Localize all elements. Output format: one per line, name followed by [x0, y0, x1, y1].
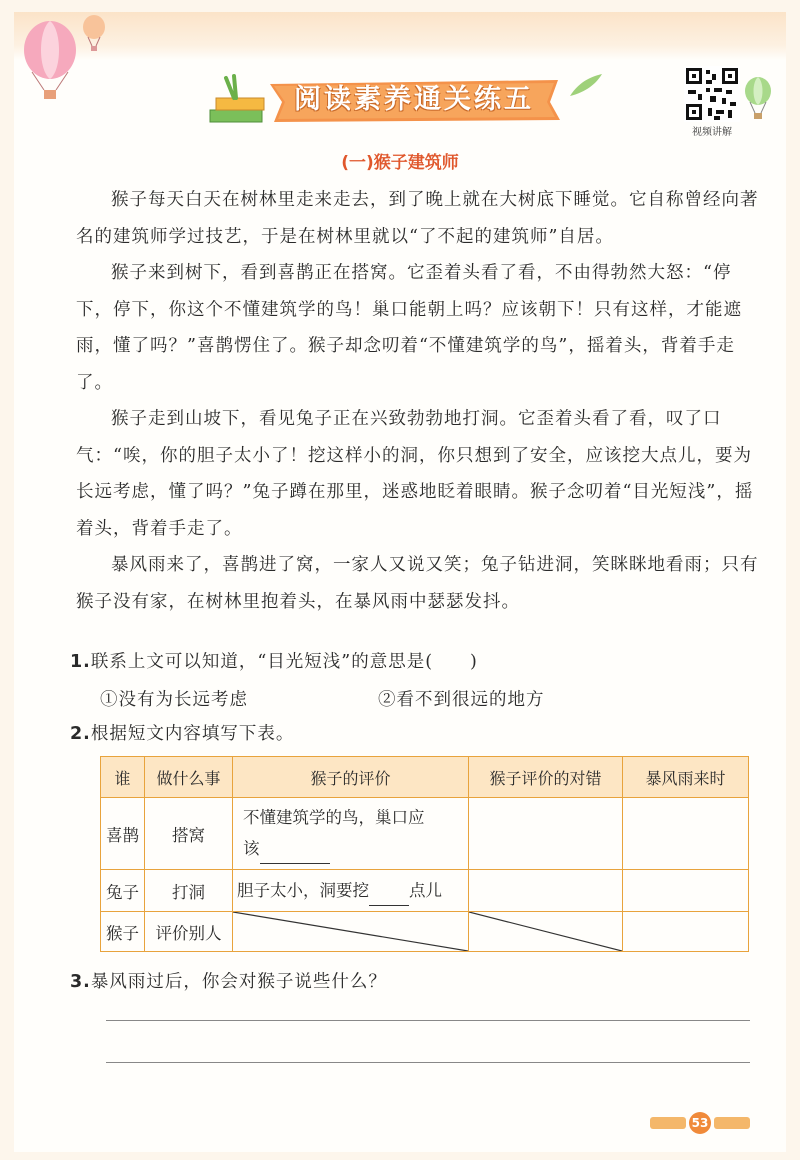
title-banner: [264, 76, 564, 124]
passage-subtitle: (一)猴子建筑师: [341, 153, 459, 173]
passage-body: [76, 182, 766, 620]
green-balloon-icon: [742, 76, 774, 122]
question-text: 根据短文内容填写下表。: [90, 724, 295, 744]
question-1: [70, 648, 478, 676]
passage-paragraph: 猴子每天白天在树林里走来走去，到了晚上就在大树底下睡觉。它自称曾经向著名的建筑师学过技艺，于是在树林里就以“了不起的建筑师”自居。: [76, 190, 759, 247]
leaf-icon: [566, 70, 606, 100]
cell-action: 评价别人: [145, 912, 233, 952]
cell-storm[interactable]: [623, 912, 749, 952]
answer-line[interactable]: [106, 1020, 750, 1021]
question-text: 暴风雨过后，你会对猴子说些什么？: [90, 972, 387, 992]
passage-paragraph: 猴子走到山坡下，看见兔子正在兴致勃勃地打洞。它歪着头看了看，叹了口气：“唉，你的胆子太小了！挖这样小的洞，你只想到了安全，应该挖大点儿，要为长远考虑，懂了吗？”兔子蹲在那里，迷惑地眨着眼睛。猴子念叨着“目光短浅”，摇着头，背着手走了。: [76, 409, 754, 539]
qr-code-icon[interactable]: [684, 66, 740, 122]
workbook-page: [14, 12, 786, 1152]
cell-who: 喜鹊: [101, 798, 145, 870]
cell-storm[interactable]: [623, 870, 749, 912]
option-b[interactable]: ②看不到很远的地方: [378, 690, 545, 710]
table-header: 猴子的评价: [233, 757, 469, 798]
table-row: [101, 912, 749, 952]
cell-judgement[interactable]: [469, 798, 623, 870]
cell-action: 打洞: [145, 870, 233, 912]
top-decor-band: [14, 12, 786, 60]
cell-evaluation: [233, 798, 469, 870]
cell-crossed: [233, 912, 469, 952]
page-number-badge: [650, 1112, 750, 1134]
answer-line[interactable]: [106, 1062, 750, 1063]
cell-action: 搭窝: [145, 798, 233, 870]
cell-crossed: [469, 912, 623, 952]
cell-evaluation: [233, 870, 469, 912]
qr-caption: 视频讲解: [692, 127, 732, 138]
cell-who: 兔子: [101, 870, 145, 912]
answer-table: [100, 756, 749, 952]
passage-paragraph: 暴风雨来了，喜鹊进了窝，一家人又说又笑；兔子钻进洞，笑眯眯地看雨；只有猴子没有家，在树林里抱着头，在暴风雨中瑟瑟发抖。: [76, 555, 759, 612]
diagonal-strike: [233, 912, 468, 951]
passage-paragraph: 猴子来到树下，看到喜鹊正在搭窝。它歪着头看了看，不由得勃然大怒：“停下，停下，你这个不懂建筑学的鸟！巢口能朝上吗？应该朝下！只有这样，才能遮雨，懂了吗？”喜鹊愣住了。猴子却念叨着“不懂建筑学的鸟”，摇着头，背着手走了。: [76, 263, 742, 393]
table-header: 做什么事: [145, 757, 233, 798]
table-header: 谁: [101, 757, 145, 798]
evaluation-text: 该: [243, 839, 260, 858]
question-number: 1.: [70, 652, 91, 672]
question-number: 2.: [70, 724, 91, 744]
question-3: [70, 968, 387, 996]
fill-blank[interactable]: [260, 833, 330, 864]
page-title: 阅读素养通关练五: [294, 84, 534, 115]
diagonal-strike: [469, 912, 622, 951]
evaluation-text: 点儿: [409, 881, 442, 900]
table-header: 猴子评价的对错: [469, 757, 623, 798]
evaluation-text: 不懂建筑学的鸟，巢口应: [243, 808, 425, 827]
fill-blank[interactable]: [369, 875, 409, 906]
table-row: [101, 870, 749, 912]
table-row: [101, 798, 749, 870]
small-balloon-icon: [80, 14, 108, 54]
hot-air-balloon-icon: [18, 20, 82, 102]
cell-who: 猴子: [101, 912, 145, 952]
cell-judgement[interactable]: [469, 870, 623, 912]
page-number: 53: [691, 1116, 709, 1130]
question-number: 3.: [70, 972, 91, 992]
question-text: 联系上文可以知道，“目光短浅”的意思是( ): [90, 652, 478, 672]
evaluation-text: 胆子太小，洞要挖: [237, 881, 369, 900]
option-a[interactable]: ①没有为长远考虑: [100, 690, 248, 710]
table-header: 暴风雨来时: [623, 757, 749, 798]
table-header-row: [101, 757, 749, 798]
cell-storm[interactable]: [623, 798, 749, 870]
question-2: [70, 720, 294, 748]
